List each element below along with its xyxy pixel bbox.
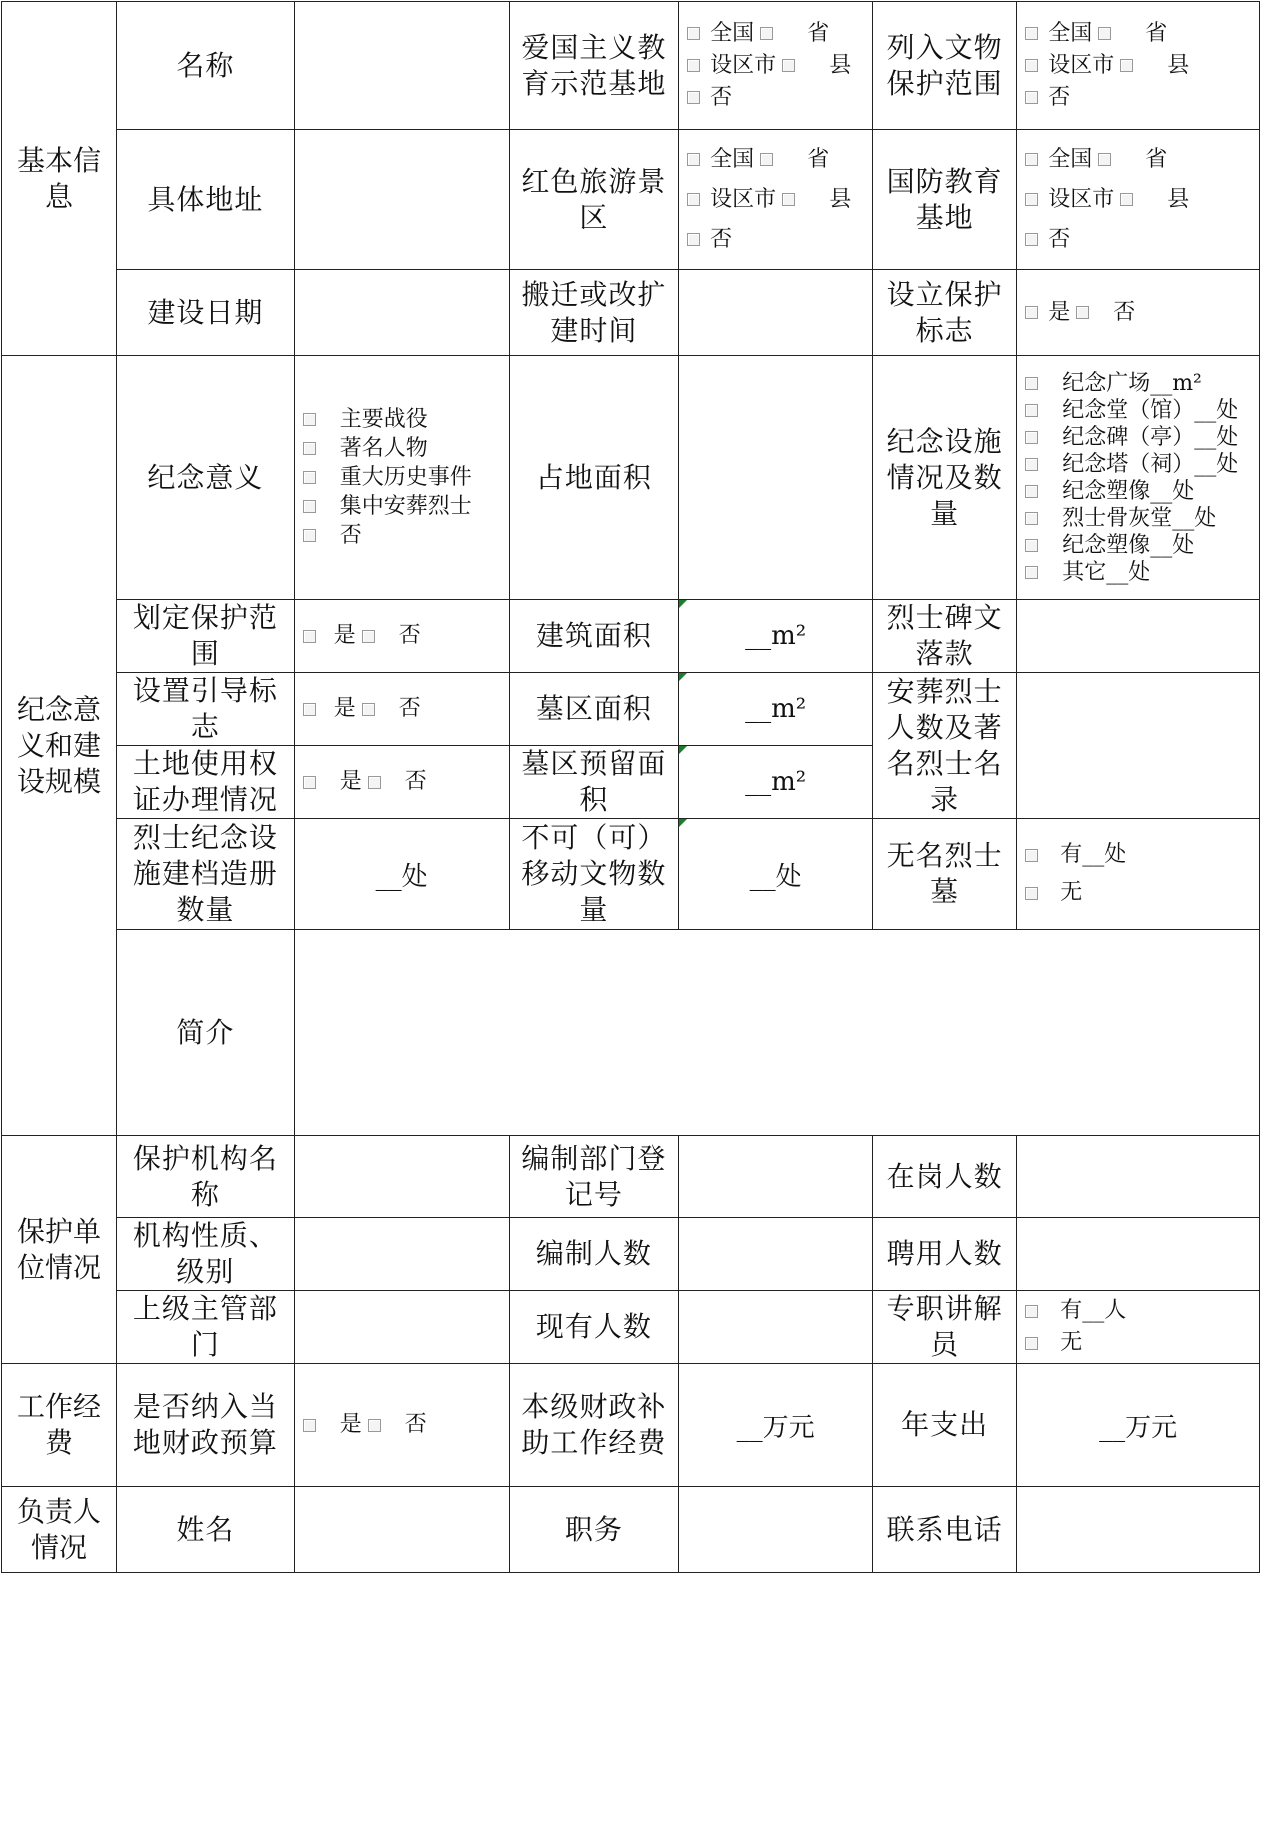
option-statue-2: 纪念塑像__处 [1062, 532, 1195, 558]
section-protect-unit: 保护单位情况 [2, 1136, 117, 1364]
checkbox[interactable] [1025, 431, 1038, 444]
label-relic-scope: 列入文物保护范围 [873, 2, 1017, 130]
label-protect-sign: 设立保护标志 [873, 270, 1017, 356]
option-no: 否 [339, 523, 362, 548]
label-hired-count: 聘用人数 [873, 1218, 1017, 1291]
option-other: 其它__处 [1062, 559, 1151, 585]
checkbox[interactable] [782, 193, 795, 206]
option-no: 否 [1048, 84, 1071, 110]
checkbox[interactable] [1076, 306, 1089, 319]
checkbox[interactable] [1025, 485, 1038, 498]
label-subsidy: 本级财政补助工作经费 [509, 1364, 679, 1487]
label-annual-exp: 年支出 [873, 1364, 1017, 1487]
checkbox[interactable] [303, 776, 316, 789]
option-county: 县 [829, 186, 852, 212]
checkbox[interactable] [1120, 59, 1133, 72]
label-buried-count: 安葬烈士人数及著名烈士名录 [873, 673, 1017, 819]
option-no: 否 [1113, 299, 1136, 325]
option-yes: 是 [339, 1412, 362, 1437]
section-person: 负责人情况 [2, 1487, 117, 1573]
label-land-area: 占地面积 [509, 356, 679, 600]
option-no: 否 [398, 623, 421, 648]
option-statue: 纪念塑像__处 [1062, 478, 1195, 504]
option-ash-hall: 烈士骨灰堂__处 [1062, 505, 1217, 531]
option-national: 全国 [710, 146, 755, 172]
label-facility-count: 纪念设施情况及数量 [873, 356, 1017, 600]
on-duty-value[interactable] [1017, 1136, 1260, 1218]
person-name-value[interactable] [294, 1487, 509, 1573]
section-memorial-scale: 纪念意义和建设规模 [2, 356, 117, 1136]
checkbox[interactable] [368, 776, 381, 789]
label-in-budget: 是否纳入当地财政预算 [116, 1364, 294, 1487]
option-yes: 是 [1048, 299, 1071, 325]
option-has-place: 有__处 [1060, 842, 1127, 867]
checkbox[interactable] [362, 703, 375, 716]
option-city: 设区市 [710, 186, 777, 212]
option-has-person: 有__人 [1060, 1298, 1127, 1323]
label-land-cert: 土地使用权证办理情况 [116, 746, 294, 819]
checkbox[interactable] [1120, 193, 1133, 206]
checkbox[interactable] [1025, 1305, 1038, 1318]
option-no: 否 [404, 769, 427, 794]
option-tower: 纪念塔（祠）__处 [1062, 451, 1239, 477]
checkbox[interactable] [1098, 27, 1111, 40]
label-org-nature: 机构性质、级别 [116, 1218, 294, 1291]
option-buried-martyrs: 集中安葬烈士 [339, 494, 472, 519]
option-city: 设区市 [1048, 186, 1115, 212]
subsidy-value[interactable]: __万元 [679, 1364, 873, 1487]
land-area-value[interactable] [679, 356, 873, 600]
label-staff-reg: 编制部门登记号 [509, 1136, 679, 1218]
label-archive-count: 烈士纪念设施建档造册数量 [116, 819, 294, 930]
option-no: 否 [710, 84, 733, 110]
checkbox[interactable] [368, 1419, 381, 1432]
checkbox[interactable] [687, 153, 700, 166]
guide-options [1017, 1291, 1260, 1364]
checkbox[interactable] [1025, 91, 1038, 104]
option-county: 县 [1167, 186, 1190, 212]
option-national: 全国 [1048, 146, 1093, 172]
checkbox[interactable] [1025, 458, 1038, 471]
label-position: 职务 [509, 1487, 679, 1573]
label-intro: 简介 [116, 930, 294, 1136]
checkbox[interactable] [782, 59, 795, 72]
checkbox[interactable] [1025, 27, 1038, 40]
option-major-battle: 主要战役 [339, 407, 428, 432]
intro-value[interactable] [294, 930, 1259, 1136]
option-monument: 纪念碑（亭）__处 [1062, 424, 1239, 450]
reserved-area-value[interactable]: __m² [679, 746, 873, 819]
checkbox[interactable] [1025, 404, 1038, 417]
unnamed-tombs-options [1017, 819, 1260, 930]
checkbox[interactable] [1025, 306, 1038, 319]
label-reserved-area: 墓区预留面积 [509, 746, 679, 819]
checkbox[interactable] [687, 193, 700, 206]
checkbox[interactable] [1025, 1337, 1038, 1350]
relocate-time-value[interactable] [679, 270, 873, 356]
label-defense-base: 国防教育基地 [873, 130, 1017, 270]
label-cemetery-area: 墓区面积 [509, 673, 679, 746]
delimit-scope-options [294, 600, 509, 673]
org-name-value[interactable] [294, 1136, 509, 1218]
checkbox[interactable] [1025, 59, 1038, 72]
label-person-name: 姓名 [116, 1487, 294, 1573]
label-superior: 上级主管部门 [116, 1291, 294, 1364]
checkbox[interactable] [687, 59, 700, 72]
option-national: 全国 [710, 20, 755, 46]
option-province: 省 [807, 20, 830, 46]
checkbox[interactable] [1025, 233, 1038, 246]
checkbox[interactable] [687, 91, 700, 104]
label-staff-count: 编制人数 [509, 1218, 679, 1291]
checkbox[interactable] [1025, 539, 1038, 552]
label-red-tourism: 红色旅游景区 [509, 130, 679, 270]
staff-count-value[interactable] [679, 1218, 873, 1291]
label-movable-relics: 不可（可）移动文物数量 [509, 819, 679, 930]
name-value[interactable] [294, 2, 509, 130]
label-relocate-time: 搬迁或改扩建时间 [509, 270, 679, 356]
build-date-value[interactable] [294, 270, 509, 356]
checkbox[interactable] [303, 471, 316, 484]
building-area-value[interactable]: __m² [679, 600, 873, 673]
option-city: 设区市 [710, 52, 777, 78]
option-no: 否 [404, 1412, 427, 1437]
checkbox[interactable] [1025, 153, 1038, 166]
label-org-name: 保护机构名称 [116, 1136, 294, 1218]
red-tourism-options [679, 130, 873, 270]
label-unnamed-tombs: 无名烈士墓 [873, 819, 1017, 930]
checkbox[interactable] [1025, 193, 1038, 206]
staff-reg-value[interactable] [679, 1136, 873, 1218]
option-city: 设区市 [1048, 52, 1115, 78]
checkbox[interactable] [1025, 887, 1038, 900]
label-building-area: 建筑面积 [509, 600, 679, 673]
option-no: 否 [710, 226, 733, 252]
option-no: 否 [398, 696, 421, 721]
land-cert-options [294, 746, 509, 819]
checkbox[interactable] [362, 630, 375, 643]
option-yes: 是 [339, 769, 362, 794]
option-national: 全国 [1048, 20, 1093, 46]
label-current-count: 现有人数 [509, 1291, 679, 1364]
checkbox[interactable] [687, 27, 700, 40]
label-name: 名称 [116, 2, 294, 130]
annual-exp-value[interactable]: __万元 [1017, 1364, 1260, 1487]
option-yes: 是 [333, 696, 356, 721]
label-significance: 纪念意义 [116, 356, 294, 600]
guide-sign-options [294, 673, 509, 746]
movable-relics-value[interactable]: __处 [679, 819, 873, 930]
label-guide-sign: 设置引导标志 [116, 673, 294, 746]
checkbox[interactable] [1025, 566, 1038, 579]
hired-count-value[interactable] [1017, 1218, 1260, 1291]
phone-value[interactable] [1017, 1487, 1260, 1573]
checkbox[interactable] [303, 703, 316, 716]
relic-scope-options [1017, 2, 1260, 130]
checkbox[interactable] [1098, 153, 1111, 166]
label-guide: 专职讲解员 [873, 1291, 1017, 1364]
option-county: 县 [1167, 52, 1190, 78]
org-nature-value[interactable] [294, 1218, 509, 1291]
in-budget-options [294, 1364, 509, 1487]
label-address: 具体地址 [116, 130, 294, 270]
checkbox[interactable] [687, 233, 700, 246]
checkbox[interactable] [303, 529, 316, 542]
option-hall: 纪念堂（馆）__处 [1062, 397, 1239, 423]
memorial-facility-form [1, 1, 1260, 1573]
option-none: 无 [1060, 1330, 1083, 1355]
checkbox[interactable] [760, 27, 773, 40]
buried-count-value[interactable] [1017, 673, 1260, 819]
checkbox[interactable] [1025, 377, 1038, 390]
position-value[interactable] [679, 1487, 873, 1573]
checkbox[interactable] [303, 1419, 316, 1432]
protect-sign-options [1017, 270, 1260, 356]
cemetery-area-value[interactable]: __m² [679, 673, 873, 746]
address-value[interactable] [294, 130, 509, 270]
archive-count-value[interactable]: __处 [294, 819, 509, 930]
option-major-event: 重大历史事件 [339, 465, 472, 490]
checkbox[interactable] [303, 442, 316, 455]
section-funds: 工作经费 [2, 1364, 117, 1487]
label-inscription: 烈士碑文落款 [873, 600, 1017, 673]
label-on-duty: 在岗人数 [873, 1136, 1017, 1218]
significance-options [294, 356, 509, 600]
checkbox[interactable] [303, 500, 316, 513]
section-basic-info: 基本信息 [2, 2, 117, 356]
superior-value[interactable] [294, 1291, 509, 1364]
option-plaza: 纪念广场__m² [1062, 370, 1202, 396]
option-province: 省 [807, 146, 830, 172]
option-county: 县 [829, 52, 852, 78]
checkbox[interactable] [303, 630, 316, 643]
option-famous-person: 著名人物 [339, 436, 428, 461]
checkbox[interactable] [1025, 512, 1038, 525]
label-phone: 联系电话 [873, 1487, 1017, 1573]
checkbox[interactable] [1025, 849, 1038, 862]
facility-options [1017, 356, 1260, 600]
option-no: 否 [1048, 226, 1071, 252]
checkbox[interactable] [303, 413, 316, 426]
checkbox[interactable] [760, 153, 773, 166]
patriotic-base-options [679, 2, 873, 130]
option-province: 省 [1145, 146, 1168, 172]
current-count-value[interactable] [679, 1291, 873, 1364]
defense-base-options [1017, 130, 1260, 270]
label-patriotic-base: 爱国主义教育示范基地 [509, 2, 679, 130]
inscription-value[interactable] [1017, 600, 1260, 673]
label-delimit-scope: 划定保护范围 [116, 600, 294, 673]
label-build-date: 建设日期 [116, 270, 294, 356]
option-none: 无 [1060, 880, 1083, 905]
option-yes: 是 [333, 623, 356, 648]
option-province: 省 [1145, 20, 1168, 46]
